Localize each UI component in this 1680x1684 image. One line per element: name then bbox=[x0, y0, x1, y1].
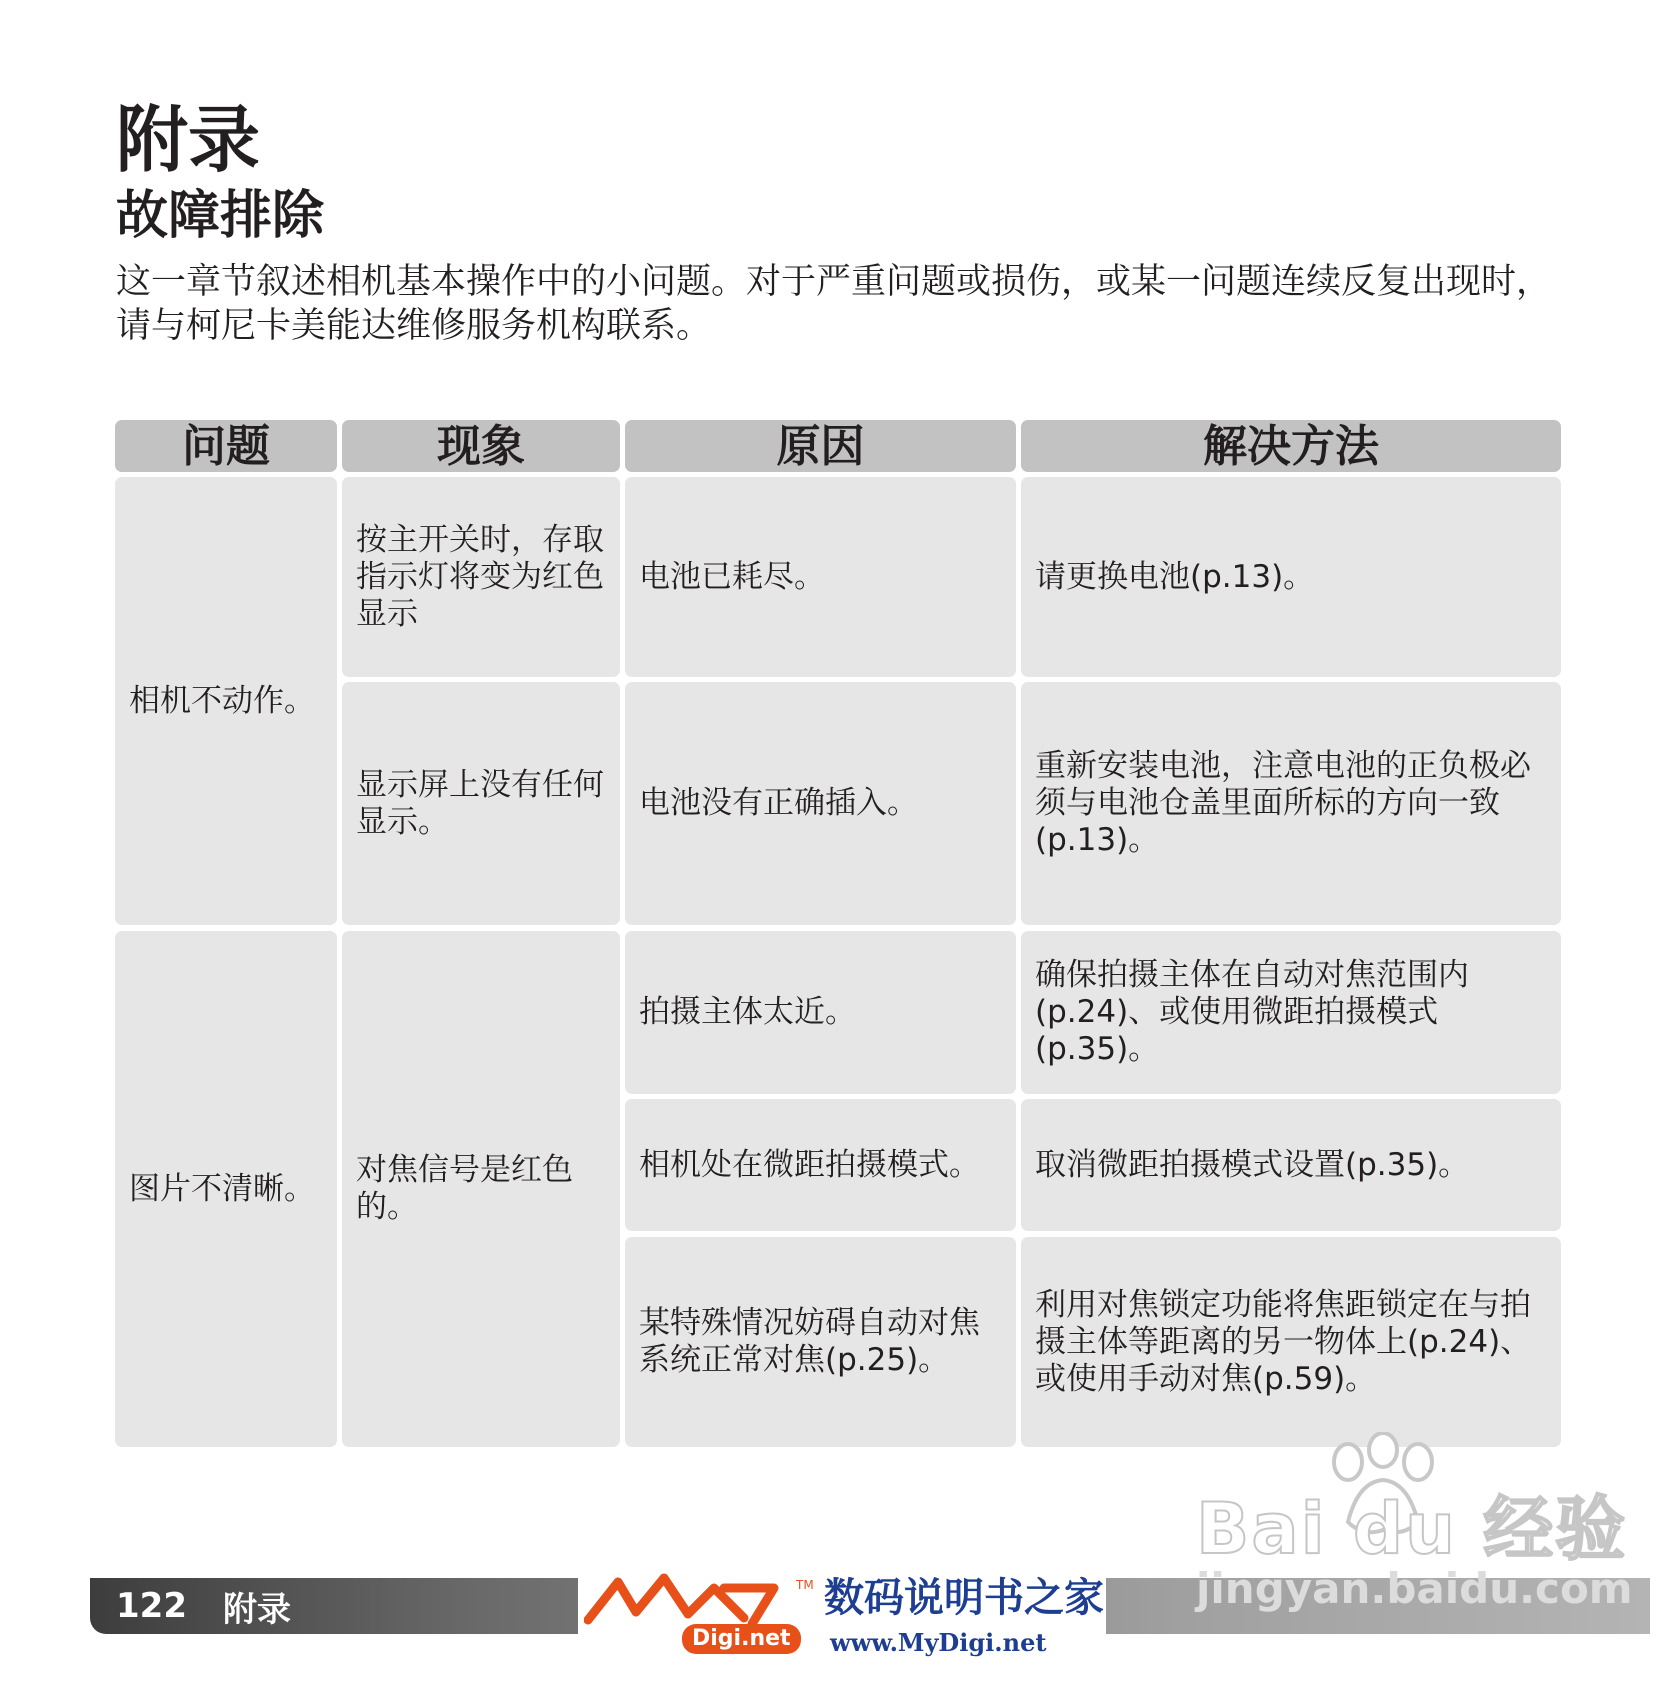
logo-url: www.MyDigi.net bbox=[830, 1628, 1047, 1657]
cause-text: 电池已耗尽。 bbox=[639, 558, 825, 595]
header-cause bbox=[625, 420, 1016, 472]
header-problem-label: 问题 bbox=[182, 420, 270, 472]
cause-text: 电池没有正确插入。 bbox=[639, 785, 918, 821]
header-solution-label: 解决方法 bbox=[1203, 420, 1379, 472]
baidu-watermark: Bai du 经验 bbox=[1196, 1488, 1628, 1570]
cause-cell bbox=[625, 1237, 1016, 1447]
footer-section: 附录 bbox=[222, 1589, 291, 1630]
symptom-text: 对焦信号是红色的。 bbox=[356, 1152, 573, 1225]
solution-text: 取消微距拍摄模式设置(p.35)。 bbox=[1035, 1146, 1470, 1183]
solution-text: 请更换电池(p.13)。 bbox=[1035, 558, 1315, 595]
cause-cell bbox=[625, 1099, 1016, 1231]
problem-text: 相机不动作。 bbox=[129, 682, 315, 719]
solution-cell bbox=[1021, 477, 1561, 677]
solution-cell bbox=[1021, 931, 1561, 1094]
problem-cell bbox=[115, 477, 337, 925]
my-logo-icon bbox=[584, 1568, 804, 1628]
baidu-watermark-url: jingyan.baidu.com bbox=[1196, 1564, 1633, 1613]
solution-text: 重新安装电池，注意电池的正负极必须与电池仓盖里面所标的方向一致(p.13)。 bbox=[1035, 748, 1531, 858]
logo-tm: TM bbox=[796, 1578, 814, 1592]
footer-label bbox=[116, 1583, 291, 1629]
solution-cell bbox=[1021, 682, 1561, 925]
logo-badge: Digi.net bbox=[682, 1624, 801, 1654]
symptom-text: 按主开关时，存取指示灯将变为红色显示 bbox=[356, 521, 604, 632]
section-title: 故障排除 bbox=[116, 186, 325, 246]
symptom-cell bbox=[342, 477, 620, 677]
cause-text: 某特殊情况妨碍自动对焦系统正常对焦(p.25)。 bbox=[639, 1305, 980, 1378]
header-symptom-label: 现象 bbox=[437, 420, 525, 472]
cause-cell bbox=[625, 931, 1016, 1094]
logo-name: 数码说明书之家 bbox=[824, 1574, 1104, 1621]
chapter-title: 附录 bbox=[116, 98, 261, 182]
solution-cell bbox=[1021, 1237, 1561, 1447]
header-cause-label: 原因 bbox=[776, 420, 865, 472]
cause-cell bbox=[625, 477, 1016, 677]
header-solution bbox=[1021, 420, 1561, 472]
header-symptom bbox=[342, 420, 620, 472]
cause-text: 拍摄主体太近。 bbox=[639, 994, 856, 1030]
page-number: 122 bbox=[116, 1586, 187, 1626]
problem-cell bbox=[115, 931, 337, 1447]
cause-text: 相机处在微距拍摄模式。 bbox=[639, 1146, 980, 1183]
solution-cell bbox=[1021, 1099, 1561, 1231]
intro-paragraph: 这一章节叙述相机基本操作中的小问题。对于严重问题或损伤，或某一问题连续反复出现时，请与柯尼卡美能达维修服务机构联系。 bbox=[116, 262, 1552, 346]
symptom-text: 显示屏上没有任何显示。 bbox=[356, 766, 604, 840]
header-problem bbox=[115, 420, 337, 472]
solution-text: 利用对焦锁定功能将焦距锁定在与拍摄主体等距离的另一物体上(p.24)、或使用手动对焦(p.59)。 bbox=[1035, 1286, 1532, 1397]
cause-cell bbox=[625, 682, 1016, 925]
symptom-cell bbox=[342, 931, 620, 1447]
symptom-cell bbox=[342, 682, 620, 925]
problem-text: 图片不清晰。 bbox=[129, 1170, 315, 1207]
solution-text: 确保拍摄主体在自动对焦范围内(p.24)、或使用微距拍摄模式(p.35)。 bbox=[1035, 957, 1469, 1067]
